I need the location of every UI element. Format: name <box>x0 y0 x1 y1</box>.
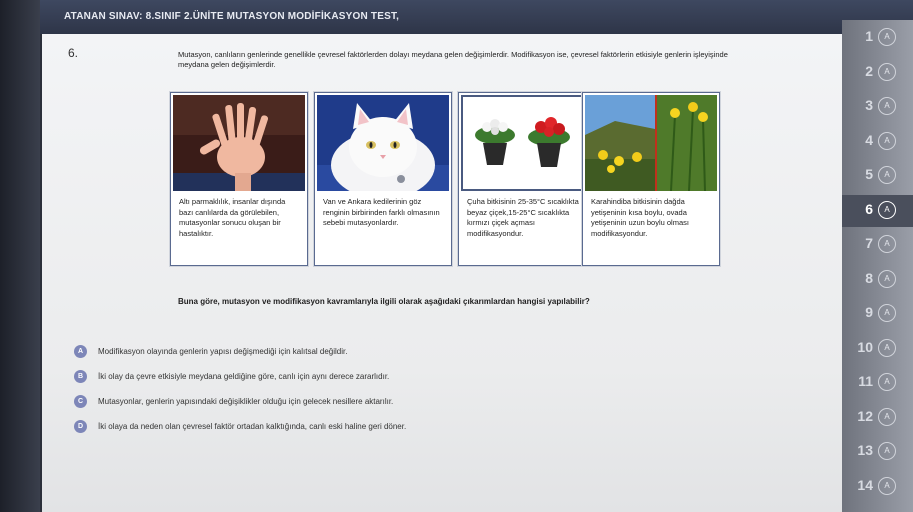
card-van-cat <box>314 92 452 266</box>
answer-status-icon: A <box>878 442 896 460</box>
answer-status-icon: A <box>878 408 896 426</box>
option-d[interactable] <box>74 420 694 434</box>
primrose-pots-image <box>461 95 593 191</box>
answer-status-icon: A <box>878 270 896 288</box>
nav-question-10[interactable] <box>842 333 913 365</box>
option-text: Mutasyonlar, genlerin yapısındaki değişiklikler olduğu için gelecek nesillere aktarılır. <box>98 397 394 406</box>
answer-status-icon: A <box>878 63 896 81</box>
nav-question-12[interactable] <box>842 402 913 434</box>
window-titlebar <box>40 0 913 34</box>
option-letter-badge: D <box>74 420 87 433</box>
option-text: Modifikasyon olayında genlerin yapısı değişmediği için kalıtsal değildir. <box>98 347 348 356</box>
question-number: 6. <box>68 46 79 60</box>
answer-status-icon: A <box>878 201 896 219</box>
nav-question-number: 11 <box>858 373 873 389</box>
nav-question-6[interactable] <box>842 195 913 227</box>
nav-question-14[interactable] <box>842 471 913 503</box>
option-text: İki olaya da neden olan çevresel faktör ortadan kalktığında, canlı eski haline geri döner. <box>98 422 407 431</box>
window-title: ATANAN SINAV: 8.SINIF 2.ÜNİTE MUTASYON MODİFİKASYON TEST, <box>64 11 400 22</box>
card-primrose <box>458 92 596 266</box>
question-prompt: Buna göre, mutasyon ve modifikasyon kavramlarıyla ilgili olarak aşağıdaki çıkarımlardan hangisi yapılabilir? <box>178 297 590 306</box>
card-polydactyly <box>170 92 308 266</box>
nav-question-8[interactable] <box>842 264 913 296</box>
answer-status-icon: A <box>878 28 896 46</box>
option-text: İki olay da çevre etkisiyle meydana geldiğine göre, canlı için aynı derece zararlıdır. <box>98 372 390 381</box>
nav-question-9[interactable] <box>842 298 913 330</box>
answer-status-icon: A <box>878 132 896 150</box>
nav-question-2[interactable] <box>842 57 913 89</box>
nav-question-number: 3 <box>865 97 873 113</box>
nav-question-number: 5 <box>865 166 873 182</box>
option-b[interactable] <box>74 370 694 384</box>
answer-status-icon: A <box>878 477 896 495</box>
card-text: Altı parmaklılık, insanlar dışında bazı canlılarda da görülebilen, mutasyonlar sonucu oluşan bir hastalıktır. <box>179 197 286 238</box>
answer-status-icon: A <box>878 97 896 115</box>
six-finger-hand-image <box>173 95 305 191</box>
option-letter-badge: C <box>74 395 87 408</box>
nav-question-number: 4 <box>865 131 873 148</box>
option-letter-badge: A <box>74 345 87 358</box>
nav-question-3[interactable] <box>842 91 913 123</box>
monitor-bezel <box>0 0 40 512</box>
answer-status-icon: A <box>878 373 896 391</box>
dandelion-image <box>585 95 717 191</box>
card-text: Karahindiba bitkisinin dağda yetişeninin kısa boylu, ovada yetişeninin uzun boylu olması modifikasyondur. <box>591 197 689 238</box>
option-letter-badge: B <box>74 370 87 383</box>
nav-question-number: 1 <box>865 28 873 44</box>
answer-status-icon: A <box>878 339 896 357</box>
nav-question-11[interactable] <box>842 367 913 399</box>
card-text: Çuha bitkisinin 25-35°C sıcaklıkta beyaz çiçek,15-25°C sıcaklıkta kırmızı çiçek açması modifikasyondur. <box>467 197 579 238</box>
nav-question-number: 14 <box>857 476 873 493</box>
nav-question-13[interactable] <box>842 436 913 468</box>
nav-question-4[interactable] <box>842 126 913 158</box>
question-page <box>42 34 842 512</box>
answer-status-icon: A <box>878 304 896 322</box>
nav-question-number: 13 <box>857 442 873 458</box>
option-c[interactable] <box>74 395 694 409</box>
nav-question-number: 6 <box>865 200 873 217</box>
nav-question-5[interactable] <box>842 160 913 192</box>
card-text: Van ve Ankara kedilerinin göz renginin birbirinden farklı olmasının sebebi mutasyonlardır. <box>323 197 440 227</box>
answer-status-icon: A <box>878 235 896 253</box>
nav-question-number: 9 <box>865 304 873 320</box>
nav-question-number: 12 <box>857 407 873 424</box>
answer-status-icon: A <box>878 166 896 184</box>
nav-question-number: 8 <box>865 269 873 286</box>
card-dandelion <box>582 92 720 266</box>
option-a[interactable] <box>74 345 694 359</box>
nav-question-7[interactable] <box>842 229 913 261</box>
question-navigator <box>842 20 913 512</box>
white-cat-image <box>317 95 449 191</box>
nav-question-1[interactable] <box>842 22 913 54</box>
nav-question-number: 10 <box>857 338 873 355</box>
nav-question-number: 7 <box>865 235 873 251</box>
nav-question-number: 2 <box>865 62 873 79</box>
question-stem: Mutasyon, canlıların genlerinde genellikle çevresel faktörlerden dolayı meydana gelen değişimlerdir. Modifikasyon ise, çevresel faktörlerin etkisiyle genlerin işleyişinde meydana gelen değişimlerdir. <box>178 50 728 69</box>
